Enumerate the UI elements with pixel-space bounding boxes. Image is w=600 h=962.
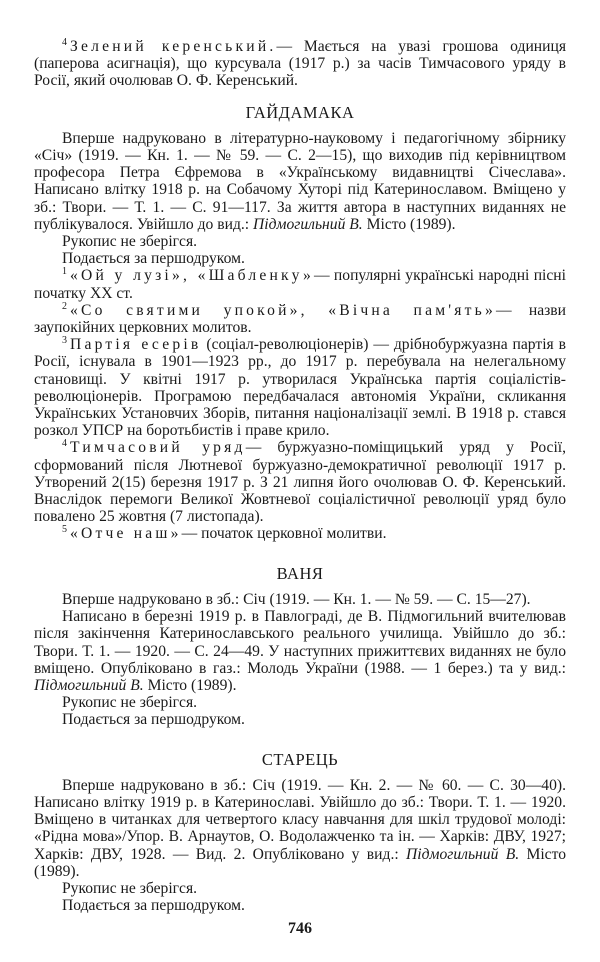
vanya-intro: Вперше надруковано в зб.: Січ (1919. — Кн. 1. — № 59. — С. 15—27). (62, 590, 531, 608)
haidamaka-note-3: $^3$ Партія есерів (соціал-революціонерів) — дрібнобуржуазна партія в Росії, існувала в 1901—1923 рр., до 1917 р. перебувала на нелегальному становищі. У квітні 1917 р. утворилася Українська партія соціалістів-революціонерів. Програмою передбачалася автономія України, скликання Українських Установчих Зборів, питання націоналізації землі. В 1918 р. стався розкол УПСР на боротьбистів і праве крило. (34, 335, 566, 440)
haidamaka-note-2: $^2$ «Со святими упокой», «Вічна пам'ять»— назви заупокійних церковних молитов. (34, 300, 566, 337)
vanya-manuscript: Рукопис не зберігся. (62, 694, 198, 712)
haidamaka-manuscript: Рукопис не зберігся. (62, 233, 198, 251)
haidamaka-note-1: $^1$ «Ой у лузі», «Шабленку»— популярні українські народні пісні початку XX ст. (34, 266, 566, 302)
vanya-source: Подається за першодруком. (62, 711, 245, 729)
book-page (34, 38, 566, 914)
footnote-4-top: $^4$ Зелений керенський.— Мається на увазі грошова одиниця (паперова асигнація), що курсувала (1917 р.) за часів Тимчасового уряду в Росії, який очолював О. Ф. Керенський. (34, 36, 566, 90)
haidamaka-note-4: $^4$ Тимчасовий уряд— буржуазно-поміщицький уряд у Росії, сформований після Лютневої буржуазно-демократичної революції 1917 р. Утворений 2(15) березня 1917 р. З 21 липня його очолював О. Ф. Керенський. Внаслідок перемоги Великої Жовтневої соціалістичної революції уряд було повалено 25 жовтня (7 листопада). (34, 438, 567, 526)
author-name: Підмогильний В. (34, 676, 144, 694)
haidamaka-source: Подається за першодруком. (62, 250, 245, 268)
haidamaka-note-5: $^5$ «Отче наш»— початок церковної молитви. (62, 524, 387, 543)
vanya-body: Написано в березні 1919 р. в Павлограді, де В. Підмогильний вчителював після закінчення Катеринославського реального училища. Увійшло до зб.: Твори. Т. 1. — 1920. — С. 24—49. У наступних прижиттєвих виданнях не було вміщено. Опубліковано в газ.: Молодь України (1988. — 1 берез.) та у вид.: Підмогильний В. Місто (1989). (34, 608, 566, 694)
footnote-text: — Мається на увазі грошова одиниця (паперова асигнація), що курсувала (1917 р.) за часів Тимчасового уряду в Росії, який очолював О. Ф. Керенський. (34, 38, 566, 90)
section-title-starets: СТАРЕЦЬ (261, 749, 339, 769)
starets-intro: Вперше надруковано в зб.: Січ (1919. — Кн. 2. — № 60. — С. 30—40). Написано влітку 1919 р. в Катеринославі. Увійшло до зб.: Твори. Т. 1. — 1920. Вміщено в читанках для четвертого класу навчання для шкіл трудової молоді: «Рідна мова»/Упор. В. Арнаутов, О. Водолажченко та ін. — Харків: ДВУ, 1927; Харків: ДВУ, 1928. — Вид. 2. Опубліковано у вид.: Підмогильний В. Місто (1989). (34, 776, 566, 880)
starets-source: Подається за першодруком. (62, 897, 245, 915)
starets-manuscript: Рукопис не зберігся. (62, 879, 198, 897)
haidamaka-intro: Вперше надруковано в літературно-науковому і педагогічному збірнику «Січ» (1919. — Кн. 1. — № 59. — С. 2—15), що виходив під керівництвом професора Петра Єфремова в «Українському видавництві Січеслава». Написано влітку 1918 р. на Собачому Хуторі під Катеринославом. Вміщено у зб.: Твори. — Т. 1. — С. 91—117. За життя автора в наступних виданнях не публікувалося. Увійшло до вид.: Підмогильний В. Місто (1989). (34, 129, 566, 233)
page-number: 746 (288, 920, 312, 937)
author-name: Підмогильний В. (253, 215, 363, 233)
section-title-haidamaka: ГАЙДАМАКА (245, 102, 355, 122)
section-title-vanya: ВАНЯ (276, 563, 324, 583)
author-name: Підмогильний В. (406, 845, 520, 863)
footnote-term: Зелений керенський. (70, 38, 277, 55)
